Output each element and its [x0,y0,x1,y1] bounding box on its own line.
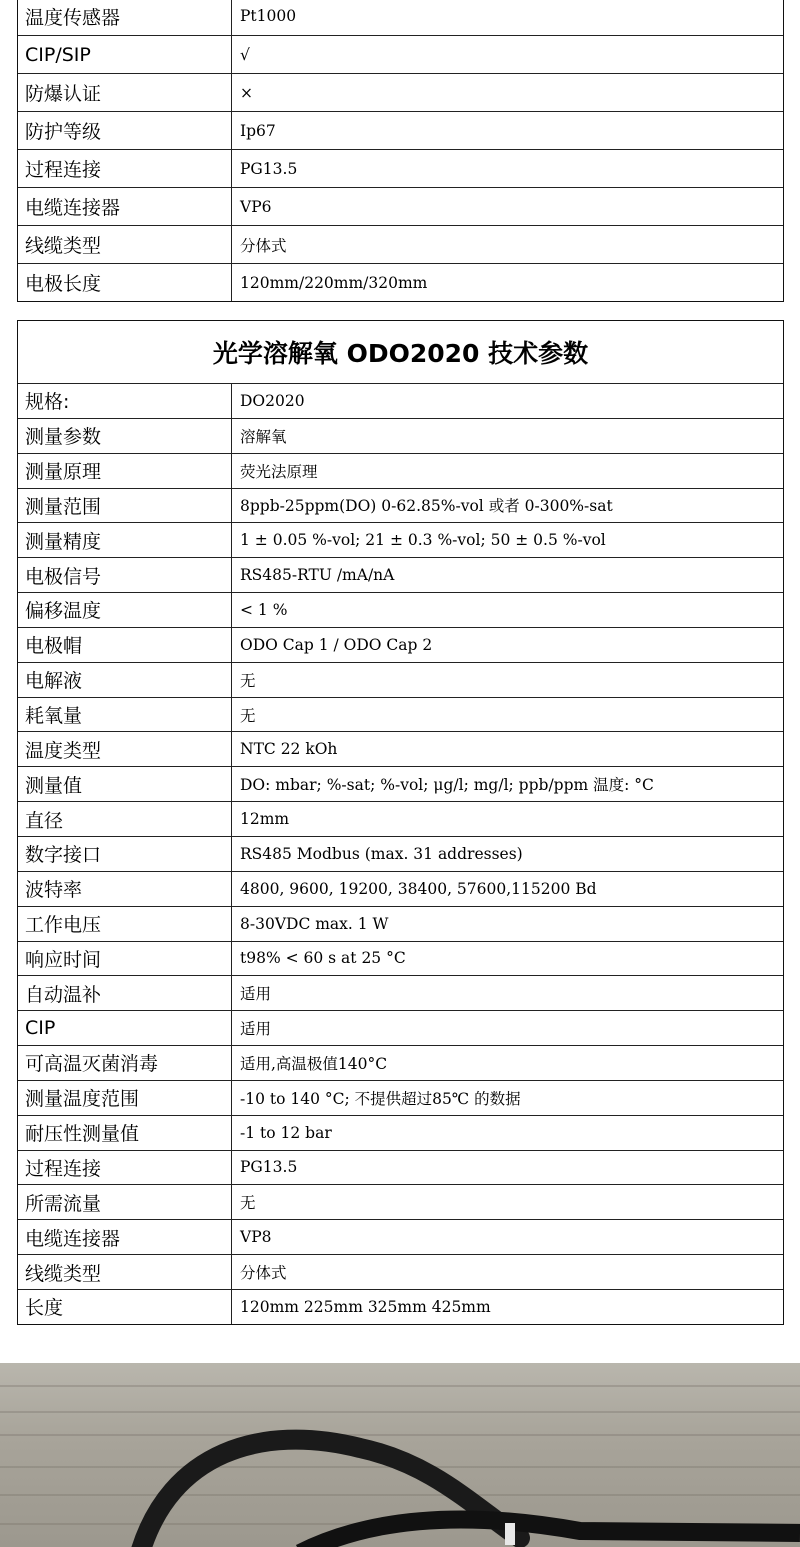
row-value: 12mm [240,810,290,829]
row-label: 测量值 [18,767,232,801]
row-value: √ [240,45,250,64]
row-value: × [240,83,253,102]
row-value: NTC 22 kOh [240,740,338,759]
table-row [18,697,783,732]
spec-table-top [17,0,784,302]
row-value: RS485-RTU /mA/nA [240,566,395,585]
row-value: 分体式 [240,236,287,255]
table-row [18,1150,783,1185]
row-value: VP6 [240,197,272,216]
row-label: CIP/SIP [18,36,232,73]
table-row [18,1115,783,1150]
spec-table-odo2020 [17,320,784,1325]
row-label: 测量原理 [18,454,232,488]
row-value: 8-30VDC max. 1 W [240,914,389,933]
table-row [18,906,783,941]
table-row [18,225,783,263]
row-value: 120mm/220mm/320mm [240,273,428,292]
row-value: 8ppb-25ppm(DO) 0-62.85%-vol 或者 0-300%-sat [240,497,613,516]
table-row [18,871,783,906]
row-value: < 1 % [240,600,288,619]
row-label: 电极帽 [18,628,232,662]
table-row [18,418,783,453]
row-value: 溶解氧 [240,427,287,446]
table-row [18,592,783,627]
table-row [18,1219,783,1254]
table-row [18,73,783,111]
table-row [18,731,783,766]
table-row [18,557,783,592]
row-value: RS485 Modbus (max. 31 addresses) [240,844,523,863]
table-row [18,836,783,871]
row-label: 所需流量 [18,1185,232,1219]
table-row [18,522,783,557]
row-value: 适用 [240,1020,272,1039]
row-value: 无 [240,1194,256,1213]
table-row [18,383,783,418]
table-row [18,1289,783,1324]
row-label: 测量参数 [18,419,232,453]
table-row [18,1184,783,1219]
row-value: Ip67 [240,121,276,140]
row-label: 电极信号 [18,558,232,592]
table-row [18,149,783,187]
table-row [18,35,783,73]
row-label: 测量精度 [18,523,232,557]
row-value: -10 to 140 °C; 不提供超过85℃ 的数据 [240,1089,521,1108]
row-label: 温度传感器 [18,0,232,35]
row-label: 长度 [18,1290,232,1324]
row-label: 线缆类型 [18,226,232,263]
table-row [18,187,783,225]
row-label: 电缆连接器 [18,1220,232,1254]
row-label: 规格: [18,384,232,418]
row-label: 防护等级 [18,112,232,149]
row-label: CIP [18,1011,232,1045]
row-value: PG13.5 [240,159,298,178]
row-label: 自动温补 [18,976,232,1010]
table-row [18,0,783,35]
table-row [18,627,783,662]
row-value: 分体式 [240,1264,287,1283]
row-value: -1 to 12 bar [240,1123,332,1142]
row-label: 过程连接 [18,150,232,187]
row-value: DO2020 [240,391,305,410]
row-label: 线缆类型 [18,1255,232,1289]
row-value: t98% < 60 s at 25 °C [240,949,406,968]
row-label: 数字接口 [18,837,232,871]
table-row [18,941,783,976]
table-row [18,801,783,836]
row-label: 测量温度范围 [18,1081,232,1115]
table-row [18,662,783,697]
row-label: 电解液 [18,663,232,697]
table-row [18,766,783,801]
row-value: PG13.5 [240,1158,298,1177]
row-value: 无 [240,671,256,690]
row-value: 适用,高温极值140°C [240,1054,388,1073]
row-label: 耗氧量 [18,698,232,732]
table-row [18,1254,783,1289]
table-title: 光学溶解氧 ODO2020 技术参数 [212,339,589,368]
row-label: 直径 [18,802,232,836]
row-label: 防爆认证 [18,74,232,111]
row-label: 电缆连接器 [18,188,232,225]
row-value: 荧光法原理 [240,462,318,481]
sensor-cable-image [0,1363,800,1547]
table-row [18,488,783,523]
row-label: 电极长度 [18,264,232,301]
table-row [18,111,783,149]
row-value: VP8 [240,1228,272,1247]
row-label: 工作电压 [18,907,232,941]
row-label: 过程连接 [18,1151,232,1185]
row-label: 响应时间 [18,942,232,976]
table-row [18,1010,783,1045]
row-value: Pt1000 [240,7,297,25]
table-row [18,1045,783,1080]
row-value: 1 ± 0.05 %-vol; 21 ± 0.3 %-vol; 50 ± 0.5 %-vol [240,531,606,550]
row-value: ODO Cap 1 / ODO Cap 2 [240,635,433,654]
row-label: 耐压性测量值 [18,1116,232,1150]
row-value: DO: mbar; %-sat; %-vol; μg/l; mg/l; ppb/ppm 温度: °C [240,776,654,795]
row-value: 无 [240,706,256,725]
table-row [18,975,783,1010]
row-label: 波特率 [18,872,232,906]
row-value: 适用 [240,985,272,1004]
table-row [18,1080,783,1115]
row-label: 偏移温度 [18,593,232,627]
row-value: 4800, 9600, 19200, 38400, 57600,115200 Bd [240,879,597,898]
row-value: 120mm 225mm 325mm 425mm [240,1297,491,1316]
table-row [18,263,783,301]
row-label: 温度类型 [18,732,232,766]
table-row [18,453,783,488]
row-label: 可高温灭菌消毒 [18,1046,232,1080]
row-label: 测量范围 [18,489,232,523]
product-photo [0,1363,800,1547]
